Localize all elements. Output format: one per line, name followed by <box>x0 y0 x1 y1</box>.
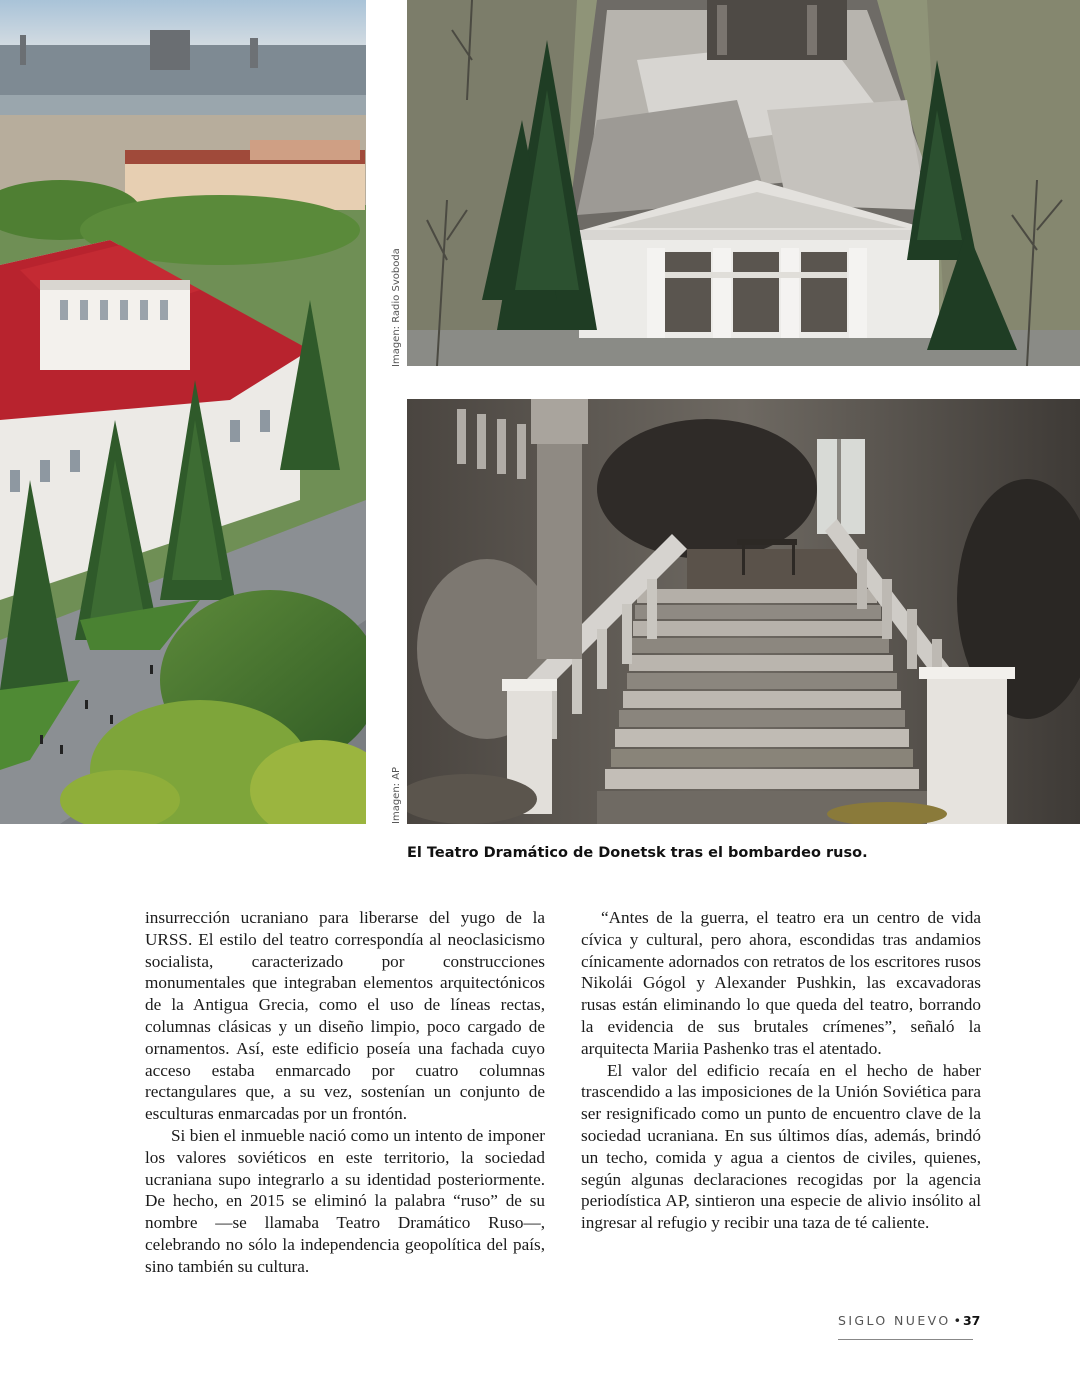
paragraph: insurrección ucraniano para liberarse del yugo de la URSS. El estilo del teatro correspondía al neoclasicismo socialista, caracterizado por construcciones monumentales que integraban elementos arquitectónicos de la Antigua Grecia, como el uso de líneas rectas, columnas clásicas y un diseño limpio, poco cargado de ornamentos. Así, este edificio poseía una fachada cuyo acceso estaba enmarcado por cuatro columnas rectangulares que, a su vez, sostenían un conjunto de esculturas enmarcadas por un frontón. <box>145 908 545 1124</box>
publication-name: SIGLO NUEVO <box>838 1313 951 1328</box>
page-number: 37 <box>962 1313 981 1328</box>
folio-separator: • <box>953 1313 961 1328</box>
burnt-staircase-photo <box>407 399 1080 824</box>
paragraph: “Antes de la guerra, el teatro era un centro de vida cívica y cultural, pero ahora, escondidas tras andamios cínicamente adornados con retratos de los escritores rusos Nikolái Gógol y Alexander Pushkin, las excavadoras rusas están eliminando lo que queda del teatro, borrando la evidencia de sus brutales crímenes”, señaló la arquitecta Mariia Pashenko tras el atentado. <box>581 908 981 1058</box>
aerial-theatre-photo <box>0 0 366 824</box>
bombed-theatre-aerial-photo <box>407 0 1080 366</box>
paragraph: Si bien el inmueble nació como un intento de imponer los valores soviéticos en este territorio, la sociedad ucraniana supo integrarlo a su identidad posteriormente. De hecho, en 2015 se eliminó la palabra “ruso” de su nombre —se llamaba Teatro Dramático Ruso—, celebrando no sólo la independencia geopolítica del país, sino también su cultura. <box>145 1125 545 1276</box>
text-column-left <box>145 907 545 1278</box>
photo-credit-radio-svoboda: Imagen: Radio Svoboda <box>391 248 402 367</box>
text-column-right <box>581 907 981 1234</box>
page-folio <box>838 1313 981 1340</box>
photo-caption: El Teatro Dramático de Donetsk tras el bombardeo ruso. <box>407 845 868 861</box>
photo-credit-ap: Imagen: AP <box>391 766 402 824</box>
paragraph: El valor del edificio recaía en el hecho de haber trascendido a las imposiciones de la Unión Soviética para ser resignificado como un punto de encuentro clave de la sociedad ucraniana. En sus últimos días, además, brindó un techo, comida y agua a cientos de civiles, quienes, según algunas declaraciones recogidas por la agencia periodística AP, sintieron una especie de alivio insólito al ingresar al refugio y recibir una taza de té caliente. <box>581 1060 981 1233</box>
